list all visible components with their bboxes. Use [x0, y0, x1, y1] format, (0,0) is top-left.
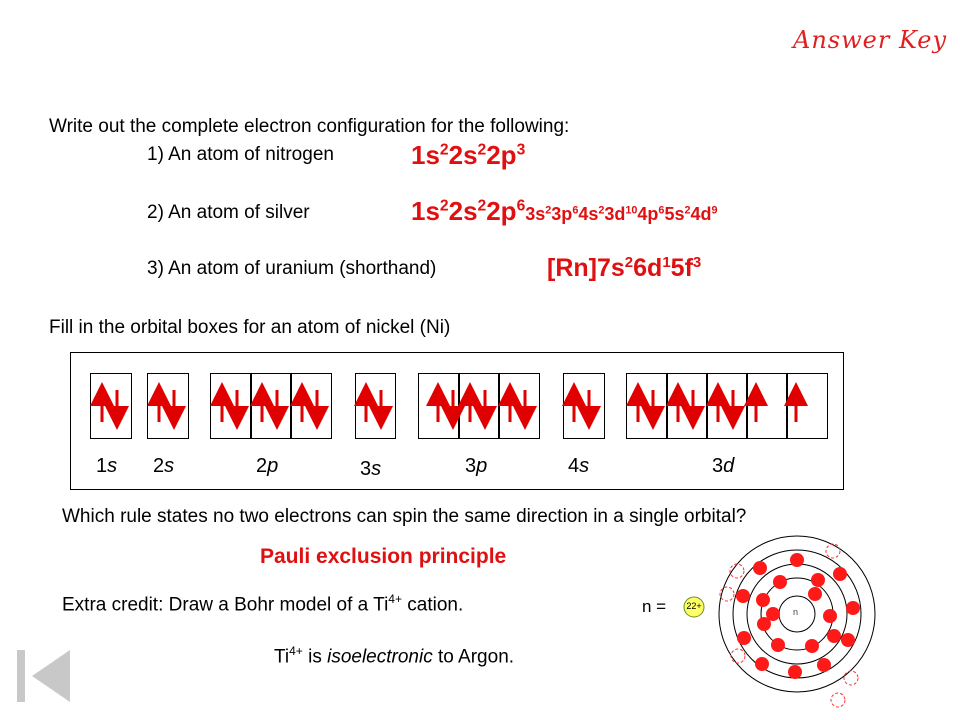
sublevel-label-4s: 4s: [568, 455, 590, 477]
uranium-label: 3) An atom of uranium (shorthand): [147, 258, 437, 279]
silver-label: 2) An atom of silver: [147, 202, 310, 223]
config-prompt: Write out the complete electron configuration for the following:: [49, 116, 570, 137]
sublevel-label-2s: 2s: [153, 455, 175, 477]
sublevel-label-2p: 2p: [256, 455, 279, 477]
sublevel-label-3s: 3s: [360, 458, 382, 480]
pauli-answer: Pauli exclusion principle: [260, 545, 507, 568]
sublevel-label-1s: 1s: [96, 455, 118, 477]
nucleus-label: n: [793, 607, 799, 617]
sublevel-label-3p: 3p: [465, 455, 488, 477]
first-slide-icon: [17, 650, 70, 702]
orbital-prompt: Fill in the orbital boxes for an atom of nickel (Ni): [49, 317, 451, 338]
pauli-question: Which rule states no two electrons can spin the same direction in a single orbital?: [62, 506, 747, 527]
silver-answer: $1s^22s^22p^63s^23p^64s^23d^{10}4p^65s^24d^9$: [411, 196, 718, 226]
sublevel-label-3d: 3d: [712, 455, 735, 477]
nucleus-charge-label: 22+: [686, 601, 702, 611]
extra-credit-prompt: Extra credit: Draw a Bohr model of a $Ti^{4+}$ cation.: [62, 592, 464, 616]
n-equals-label: n =: [642, 597, 667, 616]
uranium-answer: $[Rn]7s^26d^15f^3$: [547, 254, 702, 282]
answer-key-label: Answer Key: [793, 26, 947, 54]
nitrogen-answer: $1s^22s^22p^3$: [411, 140, 526, 170]
nitrogen-label: 1) An atom of nitrogen: [147, 144, 334, 165]
isoelectronic-note: $Ti^{4+}$ is isoelectronic to Argon.: [274, 644, 515, 668]
